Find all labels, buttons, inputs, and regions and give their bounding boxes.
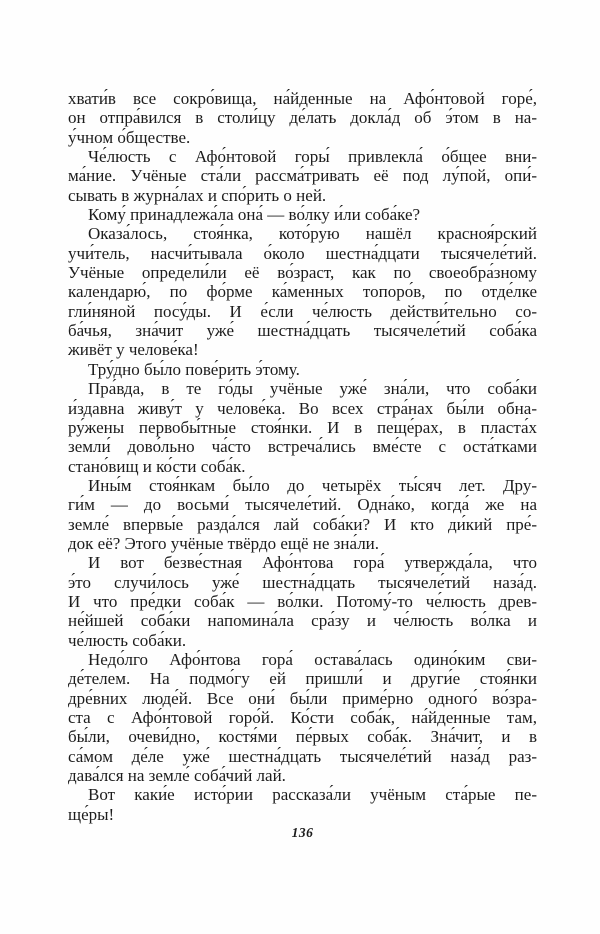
text-line: ру́жены первобы́тные стоя́нки. И в пеще́рах, в пласта́х bbox=[68, 417, 537, 437]
text-line: ста с Афо́нтовой горо́й. Ко́сти соба́к, на́йденные там, bbox=[68, 708, 537, 727]
text-line: Недо́лго Афо́нтова гора́ остава́лась одино́ким сви- bbox=[88, 649, 537, 669]
text-line: стано́вищ и ко́сти соба́к. bbox=[68, 456, 246, 476]
text-line: Оказа́лось, стоя́нка, кото́рую нашёл красноя́рский bbox=[88, 224, 537, 244]
text-line: ще́ры! bbox=[68, 804, 115, 824]
text-line: де́телем. На подмо́гу ей пришли́ и други́е стоя́нки bbox=[68, 669, 537, 689]
paragraph bbox=[68, 379, 537, 476]
text-line: Че́люсть с Афо́нтовой горы́ привлекла́ о́бщее вни- bbox=[88, 147, 537, 167]
text-line: у́чном о́бществе. bbox=[68, 127, 191, 147]
text-line: Кому́ принадлежа́ла она́ — во́лку и́ли соба́ке? bbox=[88, 205, 421, 225]
text-line: не́йшей соба́ки напомина́ла сра́зу и че́люсть во́лка и bbox=[68, 611, 537, 631]
text-line: Вот каки́е исто́рии рассказа́ли учёным ста́рые пе- bbox=[88, 785, 537, 805]
page-number: 136 bbox=[291, 825, 314, 840]
text-line: ма́ние. Учёные ста́ли рассма́тривать её под лу́пой, опи́- bbox=[68, 166, 537, 186]
paragraph bbox=[68, 360, 537, 379]
text-line: ба́чья, зна́чит уже́ шестна́дцать тысячеле́тий соба́ка bbox=[68, 321, 537, 341]
text-line: дре́вних люде́й. Все они́ бы́ли приме́рно одного́ во́зра- bbox=[68, 688, 537, 708]
paragraph bbox=[68, 147, 537, 205]
paragraph bbox=[68, 224, 537, 359]
paragraph bbox=[68, 785, 537, 824]
text-line: бы́ли, очеви́дно, костя́ми пе́рвых соба́к. Зна́чит, и в bbox=[68, 727, 537, 747]
text-line: он отпра́вился в столи́цу де́лать докла́д об э́том в на- bbox=[68, 108, 537, 128]
paragraph bbox=[68, 476, 537, 553]
text-line: че́люсть соба́ки. bbox=[68, 630, 187, 650]
text-line: док её? Этого учёные твёрдо ещё не зна́ли. bbox=[68, 533, 380, 553]
text-line: Учёные определи́ли её во́зраст, как по своеобра́зному bbox=[68, 263, 537, 283]
text-line: са́мом де́ле уже́ шестна́дцать тысячеле́тий наза́д раз- bbox=[68, 746, 537, 766]
paragraph bbox=[68, 89, 537, 147]
text-line: земле́ впервы́е разда́лся лай соба́ки? И кто ди́кий пре́- bbox=[68, 514, 537, 534]
text-line: живёт у челове́ка! bbox=[68, 340, 199, 360]
text-line: календарю́, по фо́рме ка́менных топоро́в, по отде́лке bbox=[68, 282, 537, 302]
text-line: И вот безве́стная Афо́нтова гора́ утвержда́ла, что bbox=[88, 553, 537, 573]
text-line: и́здавна живу́т у челове́ка. Во всех стра́нах бы́ли обна- bbox=[68, 398, 537, 418]
text-line: Пра́вда, в те го́ды учёные уже́ зна́ли, что соба́ки bbox=[88, 379, 537, 399]
text-line: И что пре́дки соба́к — во́лки. Потому́-то че́люсть древ- bbox=[68, 591, 537, 611]
text-line: Тру́дно бы́ло пове́рить э́тому. bbox=[88, 359, 300, 379]
text-line: хвати́в все сокро́вища, на́йденные на Афо́нтовой горе́, bbox=[68, 89, 537, 108]
paragraph bbox=[68, 205, 537, 224]
text-line: гли́няной посу́ды. И е́сли че́люсть действи́тельно со- bbox=[68, 301, 537, 321]
text-line: учи́тель, насчи́тывала о́коло шестна́дцати тысячеле́тий. bbox=[68, 243, 537, 263]
paragraph bbox=[68, 553, 537, 650]
paragraph bbox=[68, 650, 537, 785]
text-line: сывать в журна́лах и спо́рить о ней. bbox=[68, 185, 327, 205]
text-line: земли́ дово́льно ча́сто встреча́лись вме́сте с оста́тками bbox=[68, 437, 537, 457]
page-text bbox=[68, 89, 537, 824]
text-line: э́то случи́лось уже́ шестна́дцать тысячеле́тий наза́д. bbox=[68, 572, 537, 592]
text-line: Ины́м стоя́нкам бы́ло до четырёх ты́сяч лет. Дру- bbox=[88, 475, 537, 495]
text-line: ги́м — до восьми́ тысячеле́тий. Одна́ко, когда́ же на bbox=[68, 495, 537, 515]
text-line: дава́лся на земле́ соба́чий лай. bbox=[68, 766, 286, 786]
